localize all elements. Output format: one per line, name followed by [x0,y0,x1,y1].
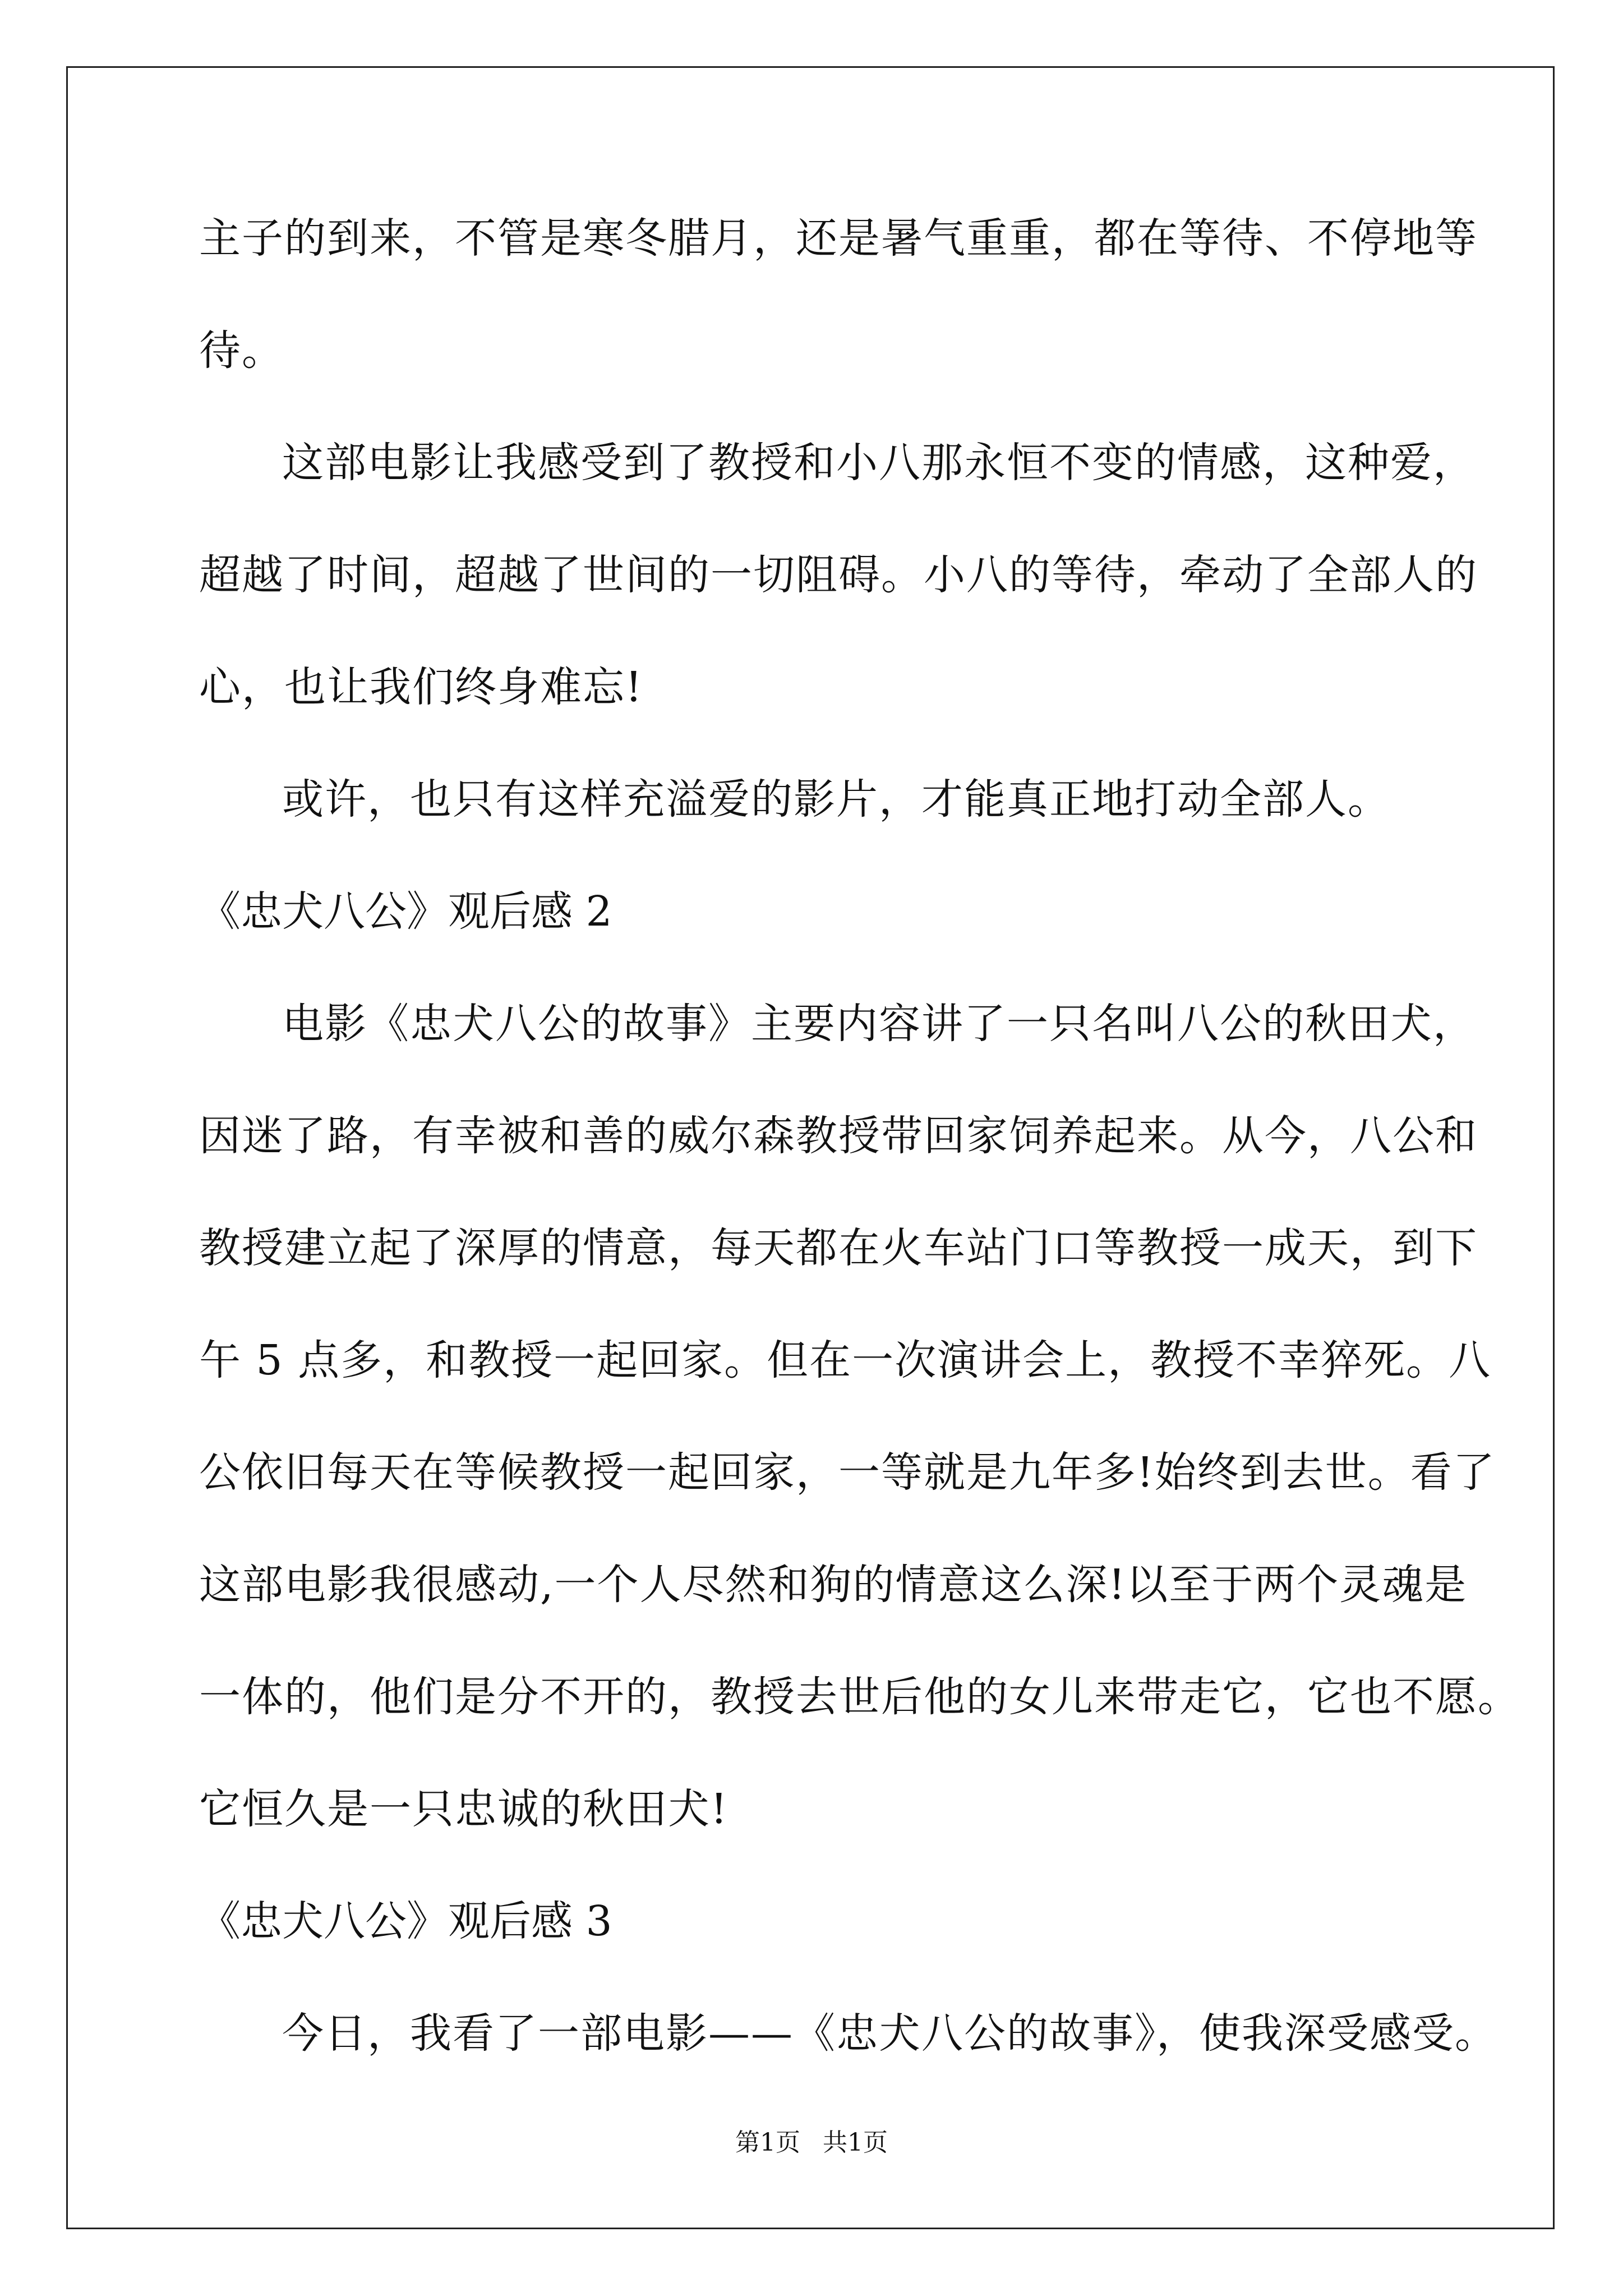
text-line-8: 电影《忠犬八公的故事》主要内容讲了一只名叫八公的秋田犬， [282,1000,1476,1048]
section-heading-3: 《忠犬八公》观后感 3 [199,1897,612,1945]
document-body [199,210,1520,2118]
text-line-6: 或许，也只有这样充溢爱的影片，才能真正地打动全部人。 [282,775,1390,823]
text-line-17: 今日，我看了一部电影——《忠犬八公的故事》，使我深受感受。 [282,2009,1497,2058]
section-heading-2: 《忠犬八公》观后感 2 [199,887,612,936]
text-line-1: 主子的到来，不管是寒冬腊月，还是暑气重重，都在等待、不停地等 [199,214,1478,263]
text-line-4: 超越了时间，超越了世间的一切阻碍。小八的等待，牵动了全部人的 [199,551,1478,599]
text-line-5: 心，也让我们终身难忘! [199,663,643,711]
text-line-11: 午 5 点多，和教授一起回家。但在一次演讲会上，教授不幸猝死。八 [199,1336,1492,1384]
page-total: 共1页 [823,2128,888,2157]
text-line-10: 教授建立起了深厚的情意，每天都在火车站门口等教授一成天，到下 [199,1224,1478,1272]
text-line-2: 待。 [199,326,284,375]
page-number: 第1页 [735,2128,800,2157]
text-line-12: 公依旧每天在等候教授一起回家，一等就是九年多!始终到去世。看了 [199,1448,1496,1497]
text-line-15: 它恒久是一只忠诚的秋田犬! [199,1785,728,1833]
text-line-13: 这部电影我很感动,一个人尽然和狗的情意这么深!以至于两个灵魂是 [199,1561,1468,1609]
text-line-14: 一体的，他们是分不开的，教授去世后他的女儿来带走它，它也不愿。 [199,1673,1520,1721]
page-footer [0,2126,1623,2160]
text-line-9: 因迷了路，有幸被和善的威尔森教授带回家饲养起来。从今，八公和 [199,1112,1478,1160]
text-line-3: 这部电影让我感受到了教授和小八那永恒不变的情感，这种爱， [282,439,1476,487]
